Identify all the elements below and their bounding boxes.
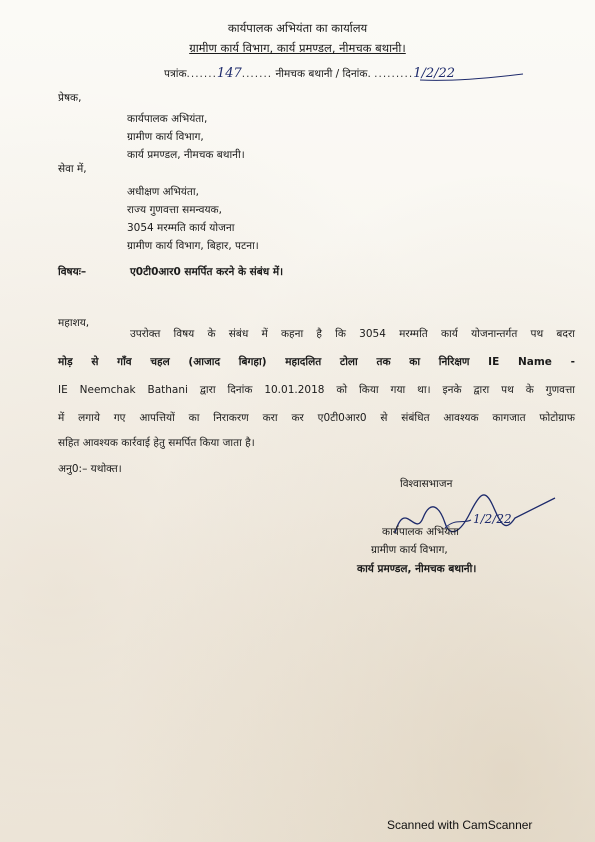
signatory-division: कार्य प्रमण्डल, नीमचक बथानी। bbox=[357, 563, 477, 575]
recipient-line: ग्रामीण कार्य विभाग, बिहार, पटना। bbox=[127, 240, 259, 252]
date-dots: ......... bbox=[374, 68, 414, 80]
office-subtitle: ग्रामीण कार्य विभाग, कार्य प्रमण्डल, नीमचक बथानी। bbox=[189, 41, 406, 55]
sender-line: कार्य प्रमण्डल, नीमचक बथानी। bbox=[127, 149, 245, 161]
ref-label: पत्रांक bbox=[164, 68, 187, 80]
office-title: कार्यपालक अभियंता का कार्यालय bbox=[227, 21, 368, 35]
camscanner-watermark: Scanned with CamScanner bbox=[387, 818, 533, 832]
subject-label: विषयः– bbox=[58, 266, 87, 278]
body-line: मोड़ से गाँव चहल (आजाद बिगहा) महादलित टोला तक का निरिक्षण IE Name - bbox=[58, 356, 575, 368]
sender-label: प्रेषक, bbox=[58, 92, 82, 104]
body-line: में लगाये गए आपत्तियों का निराकरण करा कर ए0टी0आर0 से संबंधित आवश्यक कागजात फोटोग्राफ bbox=[58, 412, 575, 424]
recipient-label: सेवा में, bbox=[58, 163, 87, 175]
reference-line bbox=[164, 66, 455, 81]
body-line: उपरोक्त विषय के संबंध में कहना है कि 3054 मरम्मति कार्य योजनान्तर्गत पथ बदरा bbox=[130, 328, 575, 340]
ref-dots-left: ....... bbox=[186, 68, 217, 80]
place-date-label: नीमचक बथानी / दिनांक. bbox=[275, 68, 371, 80]
date-underline-stroke bbox=[418, 70, 528, 84]
recipient-line: 3054 मरम्मति कार्य योजना bbox=[127, 222, 235, 234]
enclosure-note: अनु0:– यथोक्त। bbox=[58, 463, 122, 475]
salutation: महाशय, bbox=[58, 317, 90, 329]
signatory-title: कार्यपालक अभियंता bbox=[382, 526, 459, 538]
recipient-line: राज्य गुणवत्ता समन्वयक, bbox=[127, 204, 222, 216]
body-line: सहित आवश्यक कार्रवाई हेतु समर्पित किया जाता है। bbox=[58, 437, 255, 449]
signature-date: 1/2/22 bbox=[473, 512, 512, 526]
date-value: 1/2/22 bbox=[413, 66, 456, 81]
ref-number: 147 bbox=[216, 66, 242, 81]
body-line: IE Neemchak Bathani द्वारा दिनांक 10.01.2018 को किया गया था। इनके द्वारा पथ के गुणवत्ता bbox=[58, 384, 575, 396]
sender-line: कार्यपालक अभियंता, bbox=[127, 113, 208, 125]
subject-text: ए0टी0आर0 समर्पित करने के संबंध में। bbox=[130, 266, 284, 278]
sender-line: ग्रामीण कार्य विभाग, bbox=[127, 131, 204, 143]
recipient-line: अधीक्षण अभियंता, bbox=[127, 186, 199, 198]
ref-dots-right: ....... bbox=[241, 68, 273, 80]
closing-text: विश्वासभाजन bbox=[400, 478, 453, 490]
signatory-dept: ग्रामीण कार्य विभाग, bbox=[371, 544, 448, 556]
